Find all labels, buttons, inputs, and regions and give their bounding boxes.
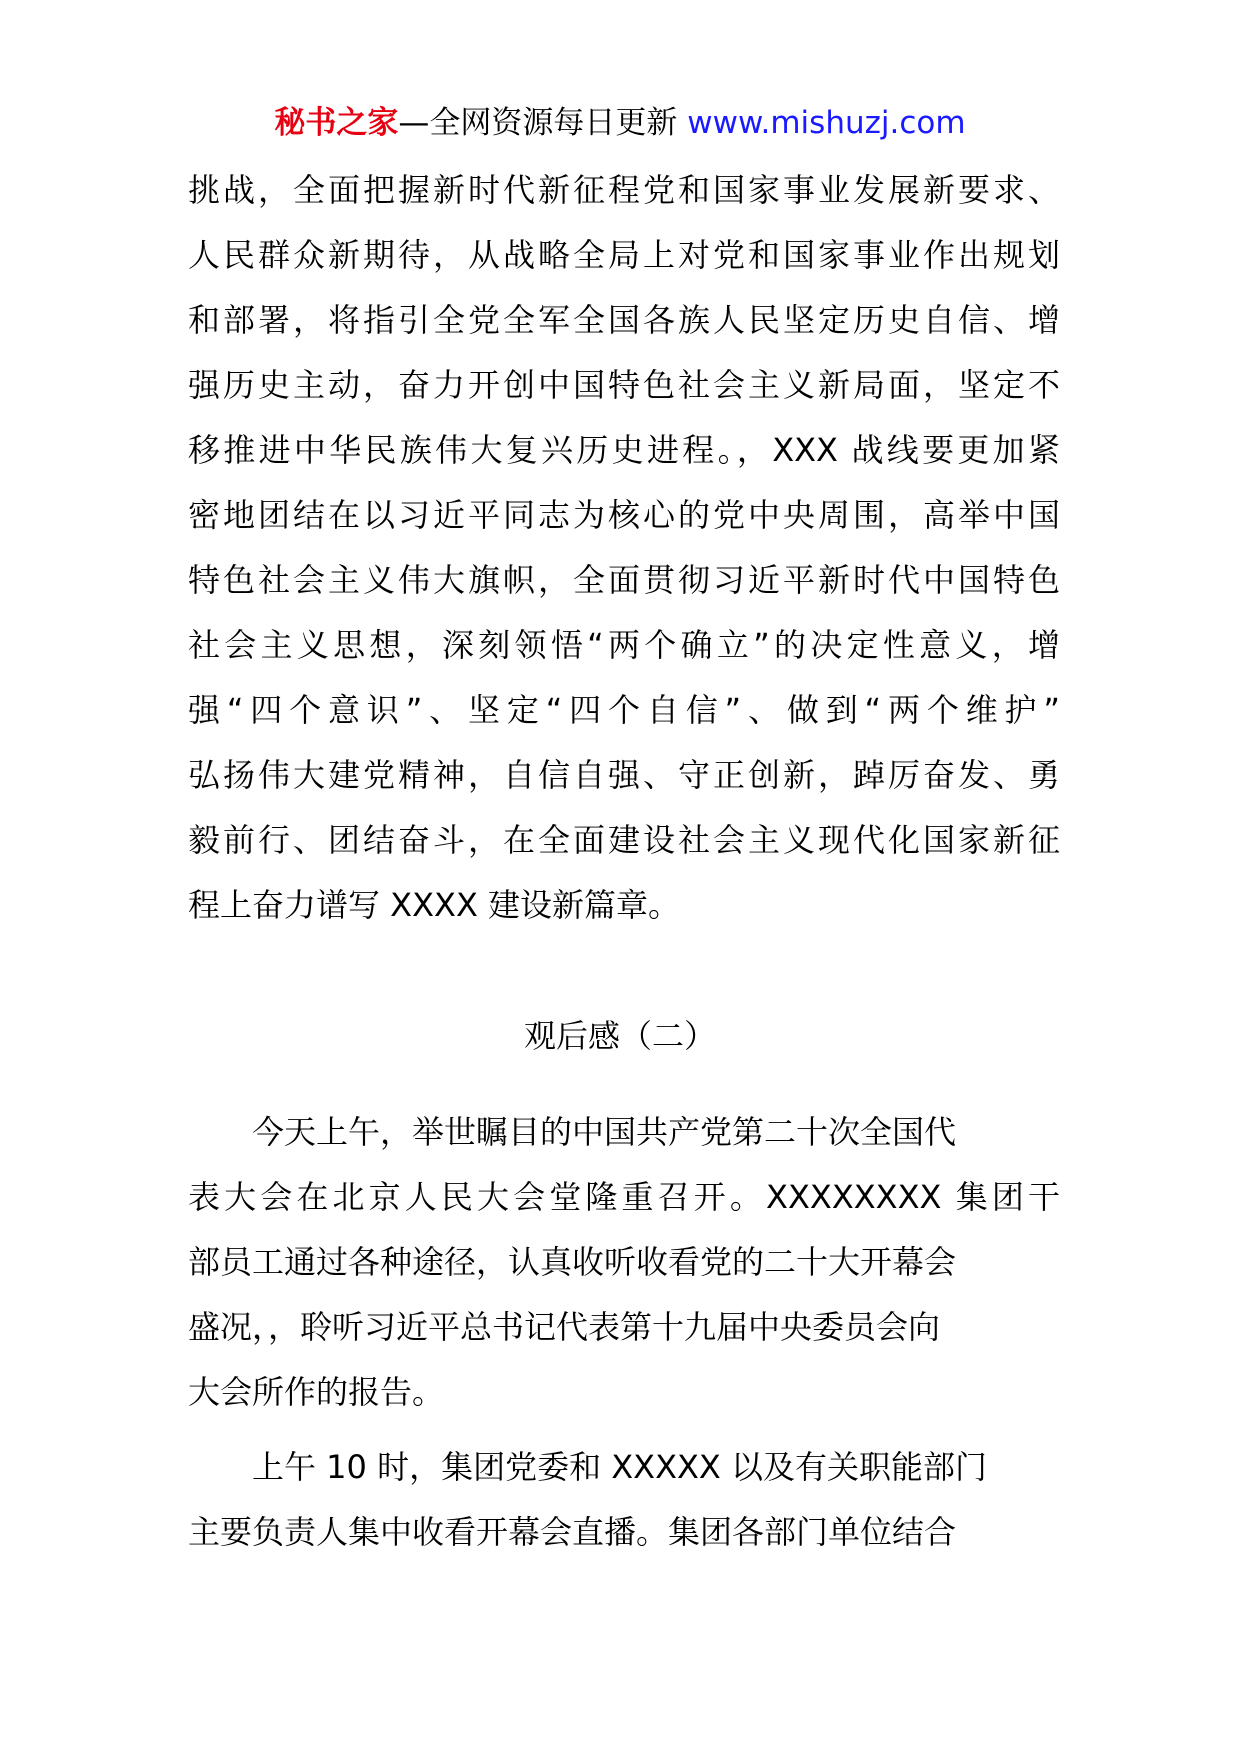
text-line: 程上奋力谱写 XXXX 建设新篇章。 (188, 886, 681, 924)
text-line: 挑战，全面把握新时代新征程党和国家事业发展新要求、 (188, 171, 1060, 209)
paragraph-one (188, 1100, 1060, 1425)
text-line: 表大会在北京人民大会堂隆重召开。XXXXXXXX 集团干 (188, 1178, 1060, 1216)
text-line: 盛况，，聆听习近平总书记代表第十九届中央委员会向 (188, 1308, 941, 1346)
header-url-link[interactable]: www.mishuzj.com (687, 105, 966, 141)
text-line: 社会主义思想，深刻领悟“两个确立”的决定性意义，增 (188, 626, 1060, 664)
header-brand: 秘书之家 (274, 105, 399, 141)
text-line: 人民群众新期待，从战略全局上对党和国家事业作出规划 (188, 236, 1060, 274)
continued-paragraph (188, 158, 1060, 938)
section-title: 观后感（二） (523, 1017, 716, 1055)
text-line: 密地团结在以习近平同志为核心的党中央周围，高举中国 (188, 496, 1060, 534)
text-line: 大会所作的报告。 (188, 1373, 445, 1411)
text-line: 今天上午，举世瞩目的中国共产党第二十次全国代 (252, 1113, 957, 1151)
text-line: 和部署，将指引全党全军全国各族人民坚定历史自信、增 (188, 301, 1060, 339)
text-line: 强历史主动，奋力开创中国特色社会主义新局面，坚定不 (188, 366, 1060, 404)
text-line: 部员工通过各种途径，认真收听收看党的二十大开幕会 (188, 1243, 957, 1281)
header-tagline: —全网资源每日更新 (398, 105, 688, 141)
text-line: 特色社会主义伟大旗帜，全面贯彻习近平新时代中国特色 (188, 561, 1060, 599)
text-line: 上午 10 时，集团党委和 XXXXX 以及有关职能部门 (252, 1448, 988, 1486)
text-line: 弘扬伟大建党精神，自信自强、守正创新，踔厉奋发、勇 (188, 756, 1060, 794)
page-header (0, 101, 1240, 145)
text-line: 移推进中华民族伟大复兴历史进程。，XXX 战线要更加紧 (188, 431, 1060, 469)
paragraph-two (188, 1435, 1060, 1565)
text-line: 主要负责人集中收看开幕会直播。集团各部门单位结合 (188, 1513, 957, 1551)
text-line: 毅前行、团结奋斗，在全面建设社会主义现代化国家新征 (188, 821, 1060, 859)
text-line: 强“四个意识”、坚定“四个自信”、做到“两个维护” (188, 691, 1060, 729)
